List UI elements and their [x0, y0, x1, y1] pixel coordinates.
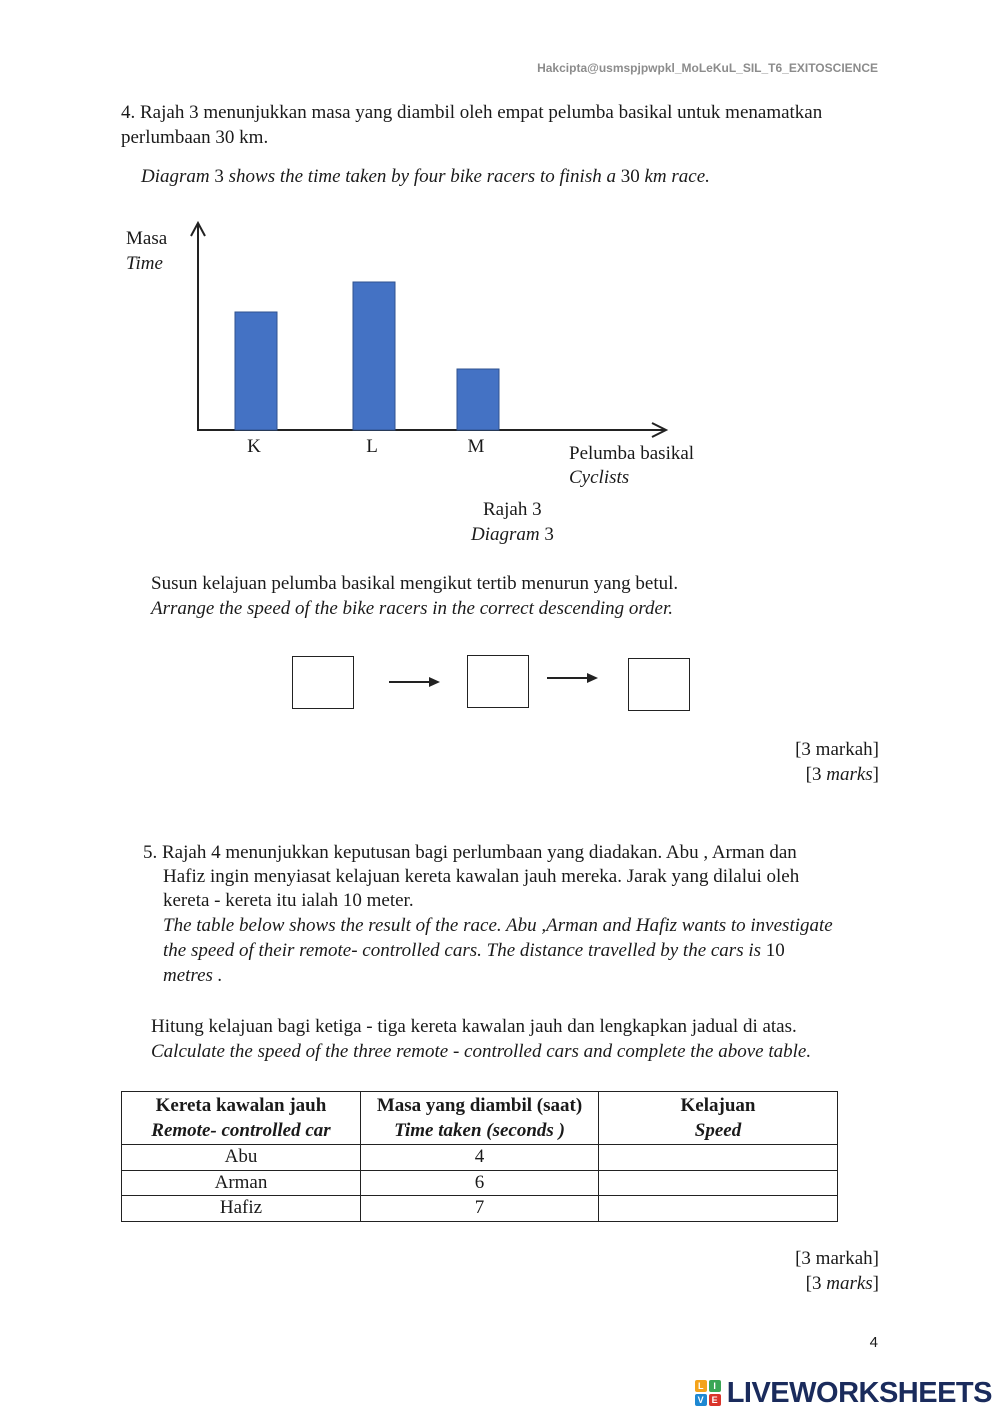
answer-box-2[interactable]: [467, 655, 529, 708]
q5-text-ms-line2: Hafiz ingin menyiasat kelajuan kereta kawalan jauh mereka. Jarak yang dilalui oleh: [163, 866, 800, 887]
arrow-right-icon: [543, 668, 603, 688]
logo-letter: I: [709, 1380, 721, 1392]
q5-instruction-en: Calculate the speed of the three remote - controlled cars and complete the above table.: [151, 1041, 812, 1062]
q5-text-en-line1: The table below shows the result of the race. Abu ,Arman and Hafiz wants to investigate: [163, 915, 833, 936]
logo-letter: L: [695, 1380, 707, 1392]
q4-instruction-en: Arrange the speed of the bike racers in the correct descending order.: [151, 598, 674, 619]
chart-tick-labels: [247, 436, 484, 457]
table-cell-time: 6: [361, 1170, 599, 1196]
tick-label-l: L: [366, 436, 378, 457]
table-header-row: [122, 1092, 838, 1145]
q4-en-middle: shows the time taken by four bike racers to finish a: [228, 166, 616, 187]
table-cell-name: Abu: [122, 1145, 361, 1171]
q4-instruction-ms: Susun kelajuan pelumba basikal mengikut tertib menurun yang betul.: [151, 573, 679, 594]
logo-letter: E: [709, 1394, 721, 1406]
diagram-caption-ms: Rajah 3: [483, 499, 542, 520]
table-row: [122, 1196, 838, 1222]
q4-marks-en-word: marks: [826, 764, 873, 785]
chart-xlabel-ms: Pelumba basikal: [569, 443, 695, 464]
q5-en-distance: 10: [761, 940, 785, 961]
diagram-caption-en-num: 3: [539, 524, 554, 545]
header-ms: Masa yang diambil (saat): [376, 1095, 583, 1116]
q5-marks-en: [806, 1271, 879, 1296]
header-en: Speed: [694, 1120, 742, 1141]
chart-ylabel-en: Time: [126, 253, 163, 274]
chart-ylabel-ms: Masa: [126, 228, 168, 249]
bar-chart: [0, 0, 1000, 520]
table-cell-speed-input[interactable]: [599, 1170, 838, 1196]
q5-text-ms-line3: kereta - kereta itu ialah 10 meter.: [163, 890, 414, 911]
liveworksheets-logo[interactable]: [695, 1376, 992, 1410]
chart-bars: [235, 282, 499, 430]
header-ms: Kelajuan: [680, 1095, 756, 1116]
bar-m: [457, 369, 499, 430]
q4-en-distance: 30: [615, 166, 645, 187]
answer-box-3[interactable]: [628, 658, 690, 711]
q5-marks-ms: [3 markah]: [795, 1248, 879, 1269]
table-cell-name: Arman: [122, 1170, 361, 1196]
q4-marks-en-open: [3: [805, 764, 827, 785]
q4-en-tail: km race.: [644, 166, 710, 187]
page-number: 4: [869, 1334, 878, 1351]
q5-text-en-line3: metres .: [163, 965, 223, 986]
arrow-right-icon: [385, 672, 445, 692]
table-cell-time: 4: [361, 1145, 599, 1171]
bar-l: [353, 282, 395, 430]
liveworksheets-logo-icon: [695, 1380, 721, 1406]
results-table: [121, 1091, 838, 1222]
header-en: Remote- controlled car: [151, 1120, 331, 1141]
header-en: Time taken (seconds ): [394, 1120, 565, 1141]
table-row: [122, 1145, 838, 1171]
table-cell-speed-input[interactable]: [599, 1196, 838, 1222]
q4-en-diagram-word: Diagram: [141, 166, 210, 187]
q4-text-ms-line1: 4. Rajah 3 menunjukkan masa yang diambil oleh empat pelumba basikal untuk menamatkan: [121, 102, 823, 123]
q5-marks-en-close: ]: [872, 1273, 879, 1294]
table-cell-name: Hafiz: [122, 1196, 361, 1222]
q4-marks-en: [806, 762, 879, 787]
q5-marks-en-word: marks: [826, 1273, 873, 1294]
table-header-car: [122, 1092, 361, 1145]
diagram-caption-en: [471, 522, 554, 547]
table-header-time: [361, 1092, 599, 1145]
q4-en-diagram-num: 3: [209, 166, 229, 187]
q4-marks-en-close: ]: [872, 764, 879, 785]
table-cell-time: 7: [361, 1196, 599, 1222]
logo-letter: V: [695, 1394, 707, 1406]
header-ms: Kereta kawalan jauh: [155, 1095, 327, 1116]
bar-k: [235, 312, 277, 430]
answer-box-1[interactable]: [292, 656, 354, 709]
liveworksheets-wordmark: LIVEWORKSHEETS: [726, 1376, 992, 1409]
q5-marks-en-open: [3: [805, 1273, 827, 1294]
table-cell-speed-input[interactable]: [599, 1145, 838, 1171]
tick-label-k: K: [247, 436, 261, 457]
q5-en-line2-text: the speed of their remote- controlled cars. The distance travelled by the cars is: [163, 940, 762, 961]
tick-label-m: M: [467, 436, 485, 457]
copyright-header: Hakcipta@usmspjpwpkl_MoLeKuL_SIL_T6_EXITOSCIENCE: [537, 61, 878, 75]
q4-marks-ms: [3 markah]: [795, 739, 879, 760]
table-header-speed: [599, 1092, 838, 1145]
table-row: [122, 1170, 838, 1196]
diagram-caption-en-word: Diagram: [471, 524, 540, 545]
chart-xlabel-en: Cyclists: [569, 467, 630, 488]
q5-text-en-line2: [163, 938, 785, 963]
q5-instruction-ms: Hitung kelajuan bagi ketiga - tiga kereta kawalan jauh dan lengkapkan jadual di atas.: [151, 1016, 797, 1037]
q5-text-ms-line1: 5. Rajah 4 menunjukkan keputusan bagi perlumbaan yang diadakan. Abu , Arman dan: [143, 842, 797, 863]
q4-text-ms-line2: perlumbaan 30 km.: [121, 127, 269, 148]
